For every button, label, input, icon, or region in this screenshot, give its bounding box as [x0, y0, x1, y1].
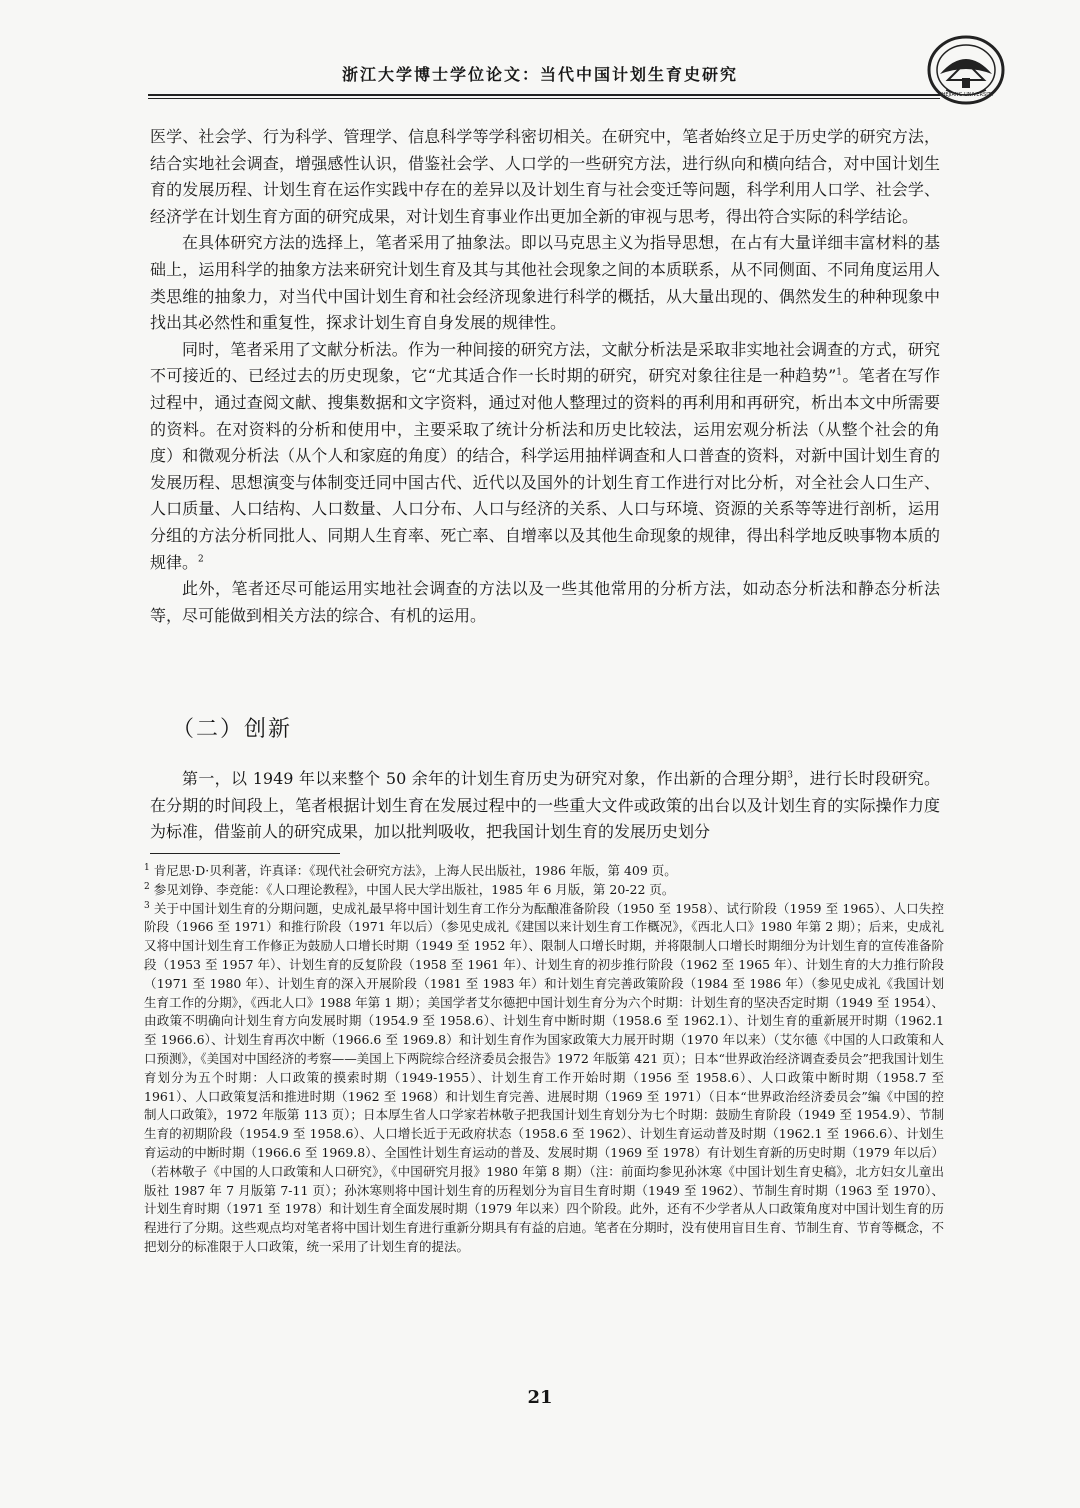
footnote [144, 881, 944, 900]
footnote-mark: 3 [144, 900, 150, 911]
paragraph: 医学、社会学、行为科学、管理学、信息科学等学科密切相关。在研究中，笔者始终立足于历史学的研究方法，结合实地社会调查，增强感性认识，借鉴社会学、人口学的一些研究方法，进行纵向和横向结合，对中国计划生育的发展历程、计划生育在运作实践中存在的差异以及计划生育与社会变迁等问题，科学利用人口学、社会学、经济学在计划生育方面的研究成果，对计划生育事业作出更加全新的审视与思考，得出符合实际的科学结论。 [150, 127, 940, 226]
footnote-mark: 1 [144, 862, 150, 873]
paragraph: 此外，笔者还尽可能运用实地社会调查的方法以及一些其他常用的分析方法，如动态分析法和静态分析法等，尽可能做到相关方法的综合、有机的运用。 [150, 579, 940, 625]
seal-caption: ZHEJIANG UNIVERSITY [938, 92, 994, 98]
university-seal-icon [926, 34, 1006, 106]
footnote [144, 900, 944, 1257]
paragraph-text: 第一，以 1949 年以来整个 50 余年的计划生育历史为研究对象，作出新的合理分期 [182, 769, 788, 788]
paragraph-text: 。笔者在写作过程中，通过查阅文献、搜集数据和文字资料，通过对他人整理过的资料的再利用和再研究，析出本文中所需要的资料。在对资料的分析和使用中，主要采取了统计分析法和历史比较法，运用宏观分析法（从整个社会的角度）和微观分析法（从个人和家庭的角度）的结合，科学运用抽样调查和人口普查的资料，对新中国计划生育的发展历程、思想演变与体制变迁同中国古代、近代以及国外的计划生育工作进行对比分析，对全社会人口生产、人口质量、人口结构、人口数量、人口分布、人口与经济的关系、人口与环境、资源的关系等等进行剖析，运用分组的方法分析同批人、同期人生育率、死亡率、自增率以及其他生命现象的规律，得出科学地反映事物本质的规律。 [150, 366, 940, 572]
footnote-ref[interactable]: 1 [836, 368, 842, 379]
footnote-mark: 2 [144, 881, 150, 892]
paragraph: 在具体研究方法的选择上，笔者采用了抽象法。即以马克思主义为指导思想，在占有大量详细丰富材料的基础上，运用科学的抽象方法来研究计划生育及其与其他社会现象之间的本质联系，从不同侧面、不同角度运用人类思维的抽象力，对当代中国计划生育和社会经济现象进行科学的概括，从大量出现的、偶然发生的种种现象中找出其必然性和重复性，探求计划生育自身发展的规律性。 [150, 233, 940, 333]
header-rule [148, 94, 940, 96]
body-text [150, 124, 940, 629]
footnote-text: 参见刘铮、李竞能：《人口理论教程》，中国人民大学出版社，1985 年 6 月版，第 20-22 页。 [153, 881, 675, 897]
footnote-ref[interactable]: 3 [787, 770, 794, 781]
footnote-rule [150, 853, 340, 854]
page-number: 21 [527, 1387, 553, 1408]
body-text-section [150, 766, 940, 846]
section-heading: （二）创新 [172, 717, 293, 742]
footnote [144, 862, 944, 881]
running-header: 浙江大学博士学位论文：当代中国计划生育史研究 [341, 65, 738, 84]
header-rule-thin [148, 98, 940, 99]
paragraph-text: ，进行长时段研究。在分期的时间段上，笔者根据计划生育在发展过程中的一些重大文件或政策的出台以及计划生育的实际操作力度为标准，借鉴前人的研究成果，加以批判吸收，把我国计划生育的发展历史划分 [150, 769, 940, 842]
footnote-ref[interactable]: 2 [198, 554, 204, 565]
paragraph [150, 337, 940, 576]
footnotes [144, 862, 944, 1257]
footnote-text: 关于中国计划生育的分期问题，史成礼最早将中国计划生育工作分为酝酿准备阶段（1950 至 1958）、试行阶段（1959 至 1965）、人口失控阶段（1966 至 1971）和推行阶段（1971 年以后）（参见史成礼《建国以来计划生育工作概况》，《西北人口》1980 年第 2 期）；后来，史成礼又将中国计划生育工作修正为鼓励人口增长时期（1949 至 1952 年）、限制人口增长时期，并将限制人口增长时期细分为计划生育的宣传准备阶段（1953 至 1957 年）、计划生育的反复阶段（1958 至 1961 年）、计划生育的初步推行阶段（1962 至 1965 年）、计划生育的大力推行阶段（1971 至 1980 年）、计划生育的深入开展阶段（1981 至 1983 年）和计划生育完善政策阶段（1984 至 1986 年）（参见史成礼《我国计划生育工作的分期》，《西北人口》1988 年第 1 期）；美国学者艾尔德把中国计划生育分为六个时期：计划生育的坚决否定时期（1949 至 1954）、由政策不明确向计划生育方向发展时期（1954.9 至 1958.6）、计划生育中断时期（1958.6 至 1962.1）、计划生育的重新展开时期（1962.1 至 1966.6）、计划生育再次中断（1966.6 至 1969.8）和计划生育作为国家政策大力展开时期（1970 年以来）（艾尔德《中国的人口政策和人口预测》，《美国对中国经济的考察——美国上下两院综合经济委员会报告》1972 年版第 421 页）；日本“世界政治经济调查委员会”把我国计划生育划分为五个时期：人口政策的摸索时期（1949-1955）、计划生育工作开始时期（1956 至 1958.6）、人口政策中断时期（1958.7 至 1961）、人口政策复活和推进时期（1962 至 1968）和计划生育完善、进展时期（1969 至 1971）（日本“世界政治经济委员会”编《中国的控制人口政策》，1972 年版第 113 页）；日本厚生省人口学家若林敬子把我国计划生育划分为七个时期：鼓励生育阶段（1949 至 1954.9）、节制生育的初期阶段（1954.9 至 1958.6）、人口增长近于无政府状态（1958.6 至 1962）、计划生育运动普及时期（1962.1 至 1966.6）、计划生育运动的中断时期（1966.6 至 1969.8）、全国性计划生育运动的普及、发展时期（1969 至 1978）有计划生育新的历史时期（1979 年以后）（若林敬子《中国的人口政策和人口研究》，《中国研究月报》1980 年第 8 期）（注：前面均参见孙沐寒《中国计划生育史稿》，北方妇女儿童出版社 1987 年 7 月版第 7-11 页）；孙沐寒则将中国计划生育的历程划分为盲目生育时期（1949 至 1962）、节制生育时期（1963 至 1970）、计划生育时期（1971 至 1978）和计划生育全面发展时期（1979 年以来）四个阶段。此外，还有不少学者从人口政策角度对中国计划生育的历程进行了分期。这些观点均对笔者将中国计划生育进行重新分期具有有益的启迪。笔者在分期时，没有使用盲目生育、节制生育、节育等概念，不把划分的标准限于人口政策，统一采用了计划生育的提法。 [144, 900, 945, 1254]
paragraph-text: 同时，笔者采用了文献分析法。作为一种间接的研究方法，文献分析法是采取非实地社会调查的方式，研究不可接近的、已经过去的历史现象，它“尤其适合作一长时期的研究，研究对象往往是一种趋势” [150, 339, 940, 386]
paragraph [150, 766, 940, 846]
footnote-text: 肯尼思·D·贝利著，许真译：《现代社会研究方法》，上海人民出版社，1986 年版，第 409 页。 [153, 863, 677, 878]
